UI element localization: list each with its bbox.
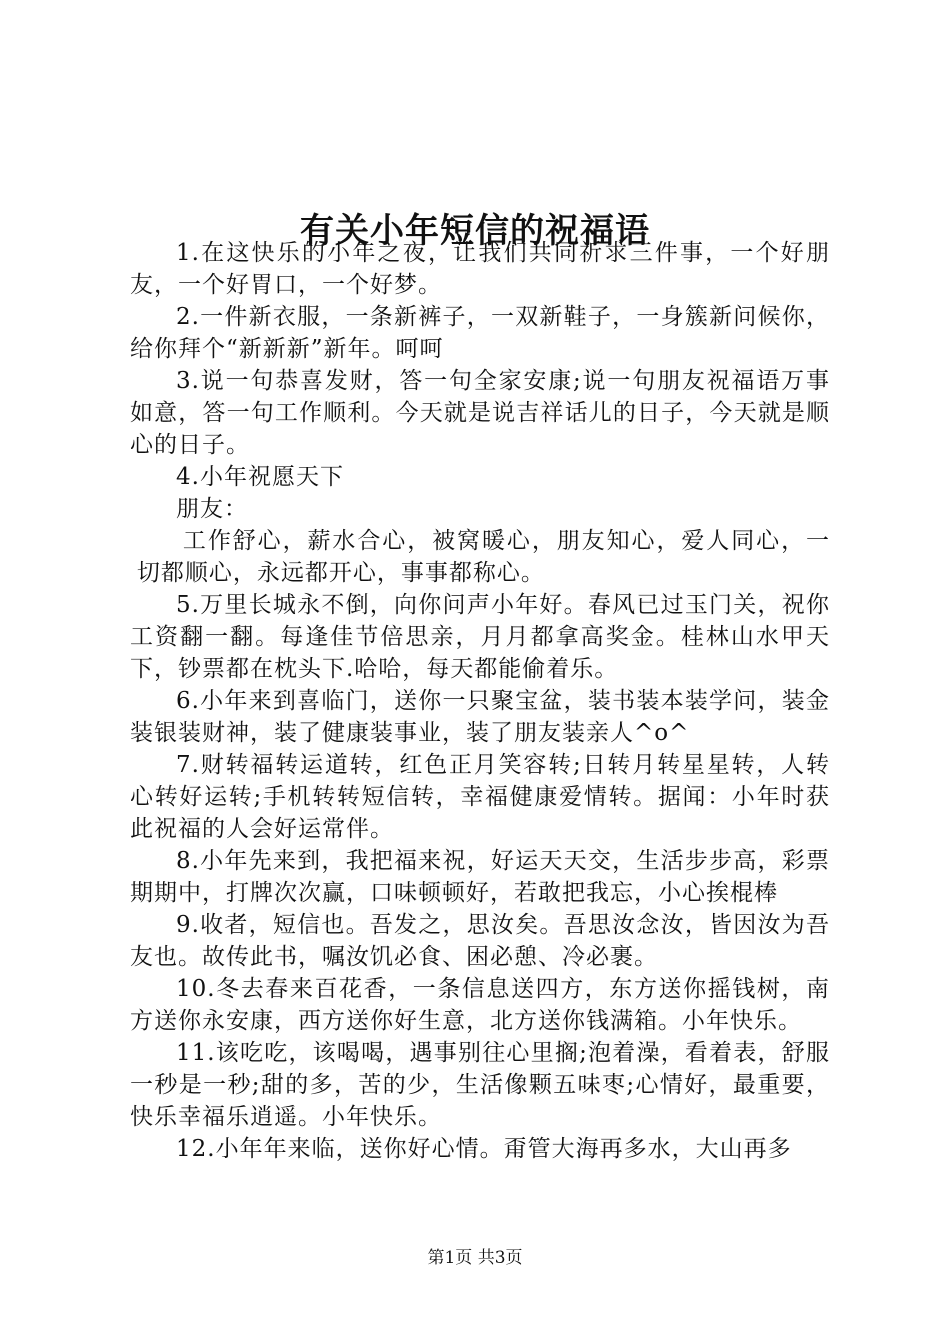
paragraph-7: 7.财转福转运道转，红色正月笑容转;日转月转星星转，人转心转好运转;手机转转短信转，幸福健康爱情转。据闻：小年时获此祝福的人会好运常伴。 — [130, 752, 830, 842]
paragraph-11: 11.该吃吃，该喝喝，遇事别往心里搁;泡着澡，看着表，舒服一秒是一秒;甜的多，苦的少，生活像颗五味枣;心情好，最重要，快乐幸福乐逍遥。小年快乐。 — [130, 1040, 830, 1130]
paragraph-6: 6.小年来到喜临门，送你一只聚宝盆，装书装本装学问，装金装银装财神，装了健康装事业，装了朋友装亲人^o^ — [130, 688, 830, 746]
document-body — [130, 237, 830, 1165]
paragraph-3: 3.说一句恭喜发财，答一句全家安康;说一句朋友祝福语万事如意，答一句工作顺利。今天就是说吉祥话儿的日子，今天就是顺心的日子。 — [130, 368, 830, 458]
paragraph-5: 5.万里长城永不倒，向你问声小年好。春风已过玉门关，祝你工资翻一翻。每逢佳节倍思亲，月月都拿高奖金。桂林山水甲天下，钞票都在枕头下.哈哈，每天都能偷着乐。 — [130, 592, 830, 682]
paragraph-8: 8.小年先来到，我把福来祝，好运天天交，生活步步高，彩票期期中，打牌次次赢，口味顿顿好，若敢把我忘，小心挨棍棒 — [130, 848, 830, 906]
paragraph-4-body: 工作舒心，薪水合心，被窝暖心，朋友知心，爱人同心，一切都顺心，永远都开心，事事都称心。 — [136, 528, 830, 586]
paragraph-greeting: 朋友： — [176, 496, 248, 522]
page-footer: 第1页 共3页 — [427, 1248, 523, 1268]
paragraph-1: 1.在这快乐的小年之夜，让我们共同祈求三件事，一个好朋友，一个好胃口，一个好梦。 — [130, 240, 830, 298]
paragraph-9: 9.收者，短信也。吾发之，思汝矣。吾思汝念汝，皆因汝为吾友也。故传此书，嘱汝饥必食、困必憩、冷必裹。 — [130, 912, 830, 970]
document-title: 有关小年短信的祝福语 — [300, 210, 650, 251]
paragraph-12: 12.小年年来临，送你好心情。甭管大海再多水，大山再多 — [176, 1136, 792, 1162]
paragraph-2: 2.一件新衣服，一条新裤子，一双新鞋子，一身簇新问候你，给你拜个“新新新”新年。呵呵 — [130, 304, 830, 362]
paragraph-4: 4.小年祝愿天下 — [176, 464, 344, 490]
paragraph-10: 10.冬去春来百花香，一条信息送四方，东方送你摇钱树，南方送你永安康，西方送你好生意，北方送你钱满箱。小年快乐。 — [130, 976, 830, 1034]
